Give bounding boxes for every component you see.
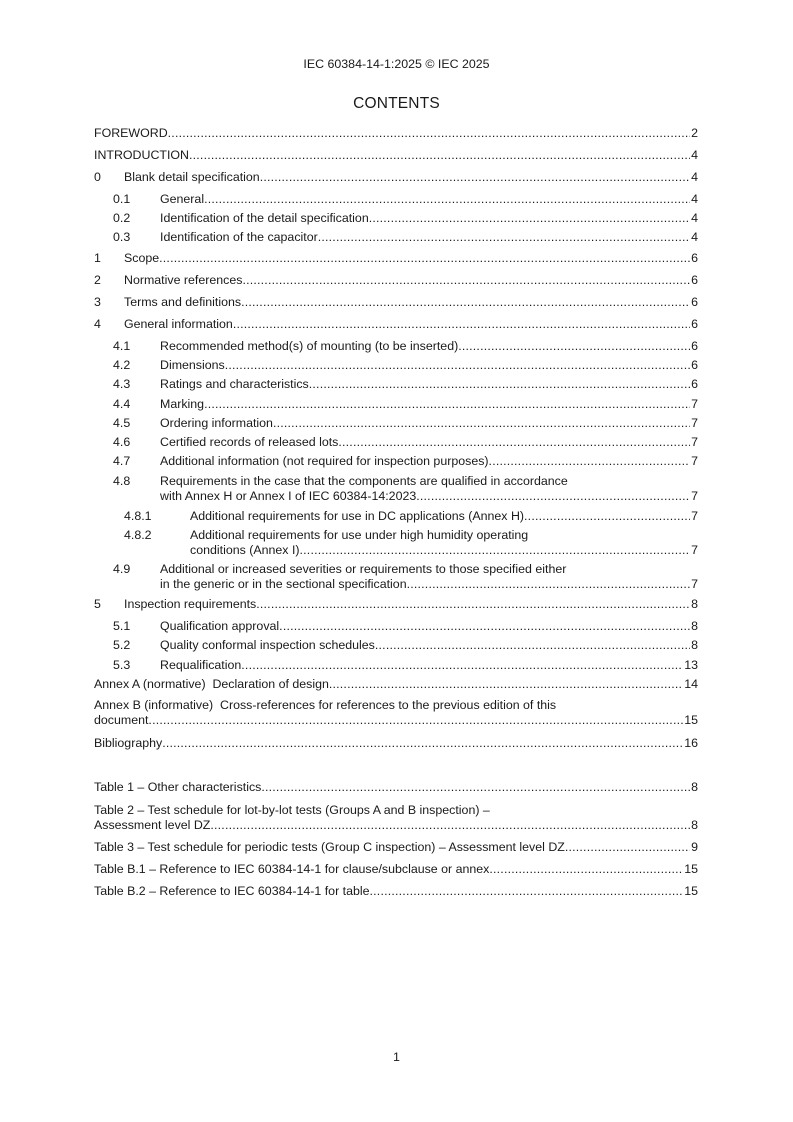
dot-leader: [159, 251, 690, 266]
toc-page-number: 7: [691, 577, 698, 591]
toc-table-text: Table 1 – Other characteristics: [94, 780, 262, 794]
toc-entry-4-7[interactable]: [94, 454, 698, 469]
toc-entry-0-1[interactable]: [94, 192, 698, 207]
toc-entry-4-5[interactable]: [94, 416, 698, 431]
toc-page-number: 9: [691, 840, 698, 854]
dot-leader: [273, 416, 690, 431]
toc-page-number: 14: [684, 677, 698, 691]
toc-entry-text: Scope: [124, 251, 160, 265]
toc-entry-clause-0[interactable]: [94, 170, 698, 185]
toc-entry-4-1[interactable]: [94, 339, 698, 354]
toc-entry-number: 0.2: [113, 211, 131, 225]
toc-entry-text: Recommended method(s) of mounting (to be inserted): [160, 339, 459, 353]
toc-entry-text-continued: document: [94, 713, 149, 727]
toc-entry-number: 5: [94, 597, 101, 611]
toc-page-number: 8: [691, 597, 698, 611]
toc-entry-number: 4.9: [113, 562, 131, 576]
toc-entry-text: Additional requirements for use under high humidity operating: [190, 528, 529, 542]
toc-entry-number: 4.3: [113, 377, 131, 391]
toc-entry-number: 4.5: [113, 416, 131, 430]
dot-leader: [458, 339, 690, 354]
toc-entry-clause-2[interactable]: [94, 273, 698, 288]
toc-entry-text-continued: with Annex H or Annex I of IEC 60384-14:2023: [160, 489, 417, 503]
toc-page-number: 15: [684, 713, 698, 727]
toc-page-number: 4: [691, 192, 698, 206]
toc-entry-number: 4.8.2: [124, 528, 152, 542]
toc-entry-0-2[interactable]: [94, 211, 698, 226]
dot-leader: [489, 862, 683, 877]
toc-page-number: 4: [691, 230, 698, 244]
toc-entry-text: Additional or increased severities or requirements to those specified either: [160, 562, 567, 576]
toc-entry-number: 4.1: [113, 339, 131, 353]
toc-table-text: Table 2 – Test schedule for lot-by-lot tests (Groups A and B inspection) –: [94, 803, 490, 817]
toc-entry-clause-3[interactable]: [94, 295, 698, 310]
dot-leader: [260, 170, 690, 185]
toc-entry-number: 4.2: [113, 358, 131, 372]
toc-page-number: 4: [691, 148, 698, 162]
toc-entry-number: 0: [94, 170, 101, 184]
dot-leader: [189, 148, 690, 163]
toc-page-number: 6: [691, 251, 698, 265]
dot-leader: [309, 377, 690, 392]
toc-page-number: 8: [691, 619, 698, 633]
dot-leader: [225, 358, 690, 373]
toc-entry-4-2[interactable]: [94, 358, 698, 373]
toc-entry-text: Additional information (not required for inspection purposes): [160, 454, 489, 468]
dot-leader: [233, 317, 690, 332]
toc-entry-text: Qualification approval: [160, 619, 280, 633]
toc-entry-foreword[interactable]: [94, 126, 698, 141]
dot-leader: [256, 597, 690, 612]
dot-leader: [489, 454, 691, 469]
dot-leader: [162, 736, 683, 751]
toc-table-2[interactable]: [94, 803, 698, 833]
toc-entry-text: Identification of the detail specification: [160, 211, 369, 225]
dot-leader: [329, 677, 683, 692]
toc-table-text: Table B.1 – Reference to IEC 60384-14-1 for clause/subclause or annex: [94, 862, 490, 876]
dot-leader: [242, 273, 690, 288]
dot-leader: [338, 435, 690, 450]
dot-leader: [375, 638, 690, 653]
toc-page-number: 7: [691, 435, 698, 449]
toc-entry-bibliography[interactable]: [94, 736, 698, 751]
toc-table-text: Table 3 – Test schedule for periodic tests (Group C inspection) – Assessment level DZ: [94, 840, 565, 854]
dot-leader: [210, 818, 690, 833]
toc-entry-number: 0.1: [113, 192, 131, 206]
toc-page-number: 4: [691, 170, 698, 184]
dot-leader: [204, 192, 690, 207]
toc-entry-number: 1: [94, 251, 101, 265]
dot-leader: [241, 658, 683, 673]
toc-entry-text: Blank detail specification: [124, 170, 260, 184]
toc-page-number: 15: [684, 862, 698, 876]
toc-entry-clause-5[interactable]: [94, 597, 698, 612]
toc-page-number: 4: [691, 211, 698, 225]
toc-entry-5-3[interactable]: [94, 658, 698, 673]
dot-leader: [369, 211, 690, 226]
dot-leader: [168, 126, 690, 141]
toc-page-number: 6: [691, 339, 698, 353]
toc-entry-text: Requirements in the case that the components are qualified in accordance: [160, 474, 568, 488]
toc-entry-text: Marking: [160, 397, 205, 411]
dot-leader: [204, 397, 690, 412]
toc-page-number: 7: [691, 416, 698, 430]
toc-page-number: 8: [691, 780, 698, 794]
toc-entry-4-6[interactable]: [94, 435, 698, 450]
toc-entry-text-continued: in the generic or in the sectional specification: [160, 577, 407, 591]
toc-page-number: 7: [691, 454, 698, 468]
toc-page-number: 7: [691, 397, 698, 411]
dot-leader: [279, 619, 690, 634]
dot-leader: [370, 884, 684, 899]
toc-page-number: 16: [684, 736, 698, 750]
toc-entry-number: 4: [94, 317, 101, 331]
toc-page-number: 8: [691, 638, 698, 652]
toc-entry-number: 2: [94, 273, 101, 287]
toc-table-b2[interactable]: [94, 884, 698, 899]
toc-page-number: 7: [691, 509, 698, 523]
toc-page-number: 6: [691, 273, 698, 287]
dot-leader: [318, 230, 690, 245]
toc-entry-4-9[interactable]: [94, 562, 698, 592]
toc-page-number: 2: [691, 126, 698, 140]
dot-leader: [148, 713, 683, 728]
toc-entry-number: 4.4: [113, 397, 131, 411]
toc-entry-text: Inspection requirements: [124, 597, 257, 611]
dot-leader: [300, 543, 691, 558]
toc-entry-number: 4.8: [113, 474, 131, 488]
toc-table-1[interactable]: [94, 780, 698, 795]
toc-entry-annex-a[interactable]: [94, 677, 698, 692]
toc-entry-text: Dimensions: [160, 358, 225, 372]
toc-page-number: 6: [691, 358, 698, 372]
toc-entry-annex-b[interactable]: [94, 698, 698, 728]
toc-entry-4-8-1[interactable]: [94, 509, 698, 524]
toc-entry-text: Requalification: [160, 658, 242, 672]
toc-entry-introduction[interactable]: [94, 148, 698, 163]
toc-entry-text: Annex B (informative) Cross-references for references to the previous edition of this: [94, 698, 557, 712]
toc-entry-4-3[interactable]: [94, 377, 698, 392]
toc-table-text-continued: Assessment level DZ: [94, 818, 211, 832]
toc-entry-0-3[interactable]: [94, 230, 698, 245]
toc-table-3[interactable]: [94, 840, 698, 855]
toc-entry-text: Terms and definitions: [124, 295, 242, 309]
page-number-footer: 1: [393, 1050, 400, 1064]
toc-entry-4-4[interactable]: [94, 397, 698, 412]
dot-leader: [407, 577, 691, 592]
toc-entry-5-1[interactable]: [94, 619, 698, 634]
toc-entry-text: Bibliography: [94, 736, 163, 750]
toc-entry-number: 4.8.1: [124, 509, 152, 523]
toc-entry-text: General: [160, 192, 205, 206]
toc-entry-clause-1[interactable]: [94, 251, 698, 266]
toc-entry-number: 4.6: [113, 435, 131, 449]
toc-page-number: 7: [691, 489, 698, 503]
toc-entry-4-8[interactable]: [94, 474, 698, 504]
dot-leader: [261, 780, 690, 795]
toc-entry-number: 5.1: [113, 619, 131, 633]
toc-page-number: 8: [691, 818, 698, 832]
dot-leader: [416, 489, 690, 504]
toc-entry-text: Ordering information: [160, 416, 273, 430]
contents-title: CONTENTS: [353, 95, 440, 112]
toc-entry-text: Normative references: [124, 273, 243, 287]
toc-page-number: 6: [691, 317, 698, 331]
toc-page-number: 6: [691, 295, 698, 309]
toc-entry-number: 0.3: [113, 230, 131, 244]
toc-entry-text: Annex A (normative) Declaration of design: [94, 677, 329, 691]
toc-entry-text: General information: [124, 317, 233, 331]
toc-page-number: 13: [684, 658, 698, 672]
toc-entry-number: 3: [94, 295, 101, 309]
toc-entry-4-8-2[interactable]: [94, 528, 698, 558]
toc-entry-text: Ratings and characteristics: [160, 377, 309, 391]
toc-entry-number: 5.3: [113, 658, 131, 672]
toc-entry-text: Quality conformal inspection schedules: [160, 638, 375, 652]
toc-page-number: 6: [691, 377, 698, 391]
toc-entry-number: 5.2: [113, 638, 131, 652]
toc-entry-text: Additional requirements for use in DC applications (Annex H): [190, 509, 525, 523]
toc-table-text: Table B.2 – Reference to IEC 60384-14-1 for table: [94, 884, 370, 898]
page-header: IEC 60384-14-1:2025 © IEC 2025: [303, 57, 490, 71]
dot-leader: [565, 840, 690, 855]
toc-entry-text: FOREWORD: [94, 126, 168, 140]
toc-page-number: 7: [691, 543, 698, 557]
dot-leader: [524, 509, 690, 524]
toc-table-b1[interactable]: [94, 862, 698, 877]
toc-entry-text-continued: conditions (Annex I): [190, 543, 300, 557]
toc-entry-text: INTRODUCTION: [94, 148, 189, 162]
toc-entry-text: Identification of the capacitor: [160, 230, 318, 244]
toc-page-number: 15: [684, 884, 698, 898]
toc-entry-text: Certified records of released lots: [160, 435, 339, 449]
toc-entry-5-2[interactable]: [94, 638, 698, 653]
toc-entry-clause-4[interactable]: [94, 317, 698, 332]
toc-entry-number: 4.7: [113, 454, 131, 468]
dot-leader: [241, 295, 690, 310]
